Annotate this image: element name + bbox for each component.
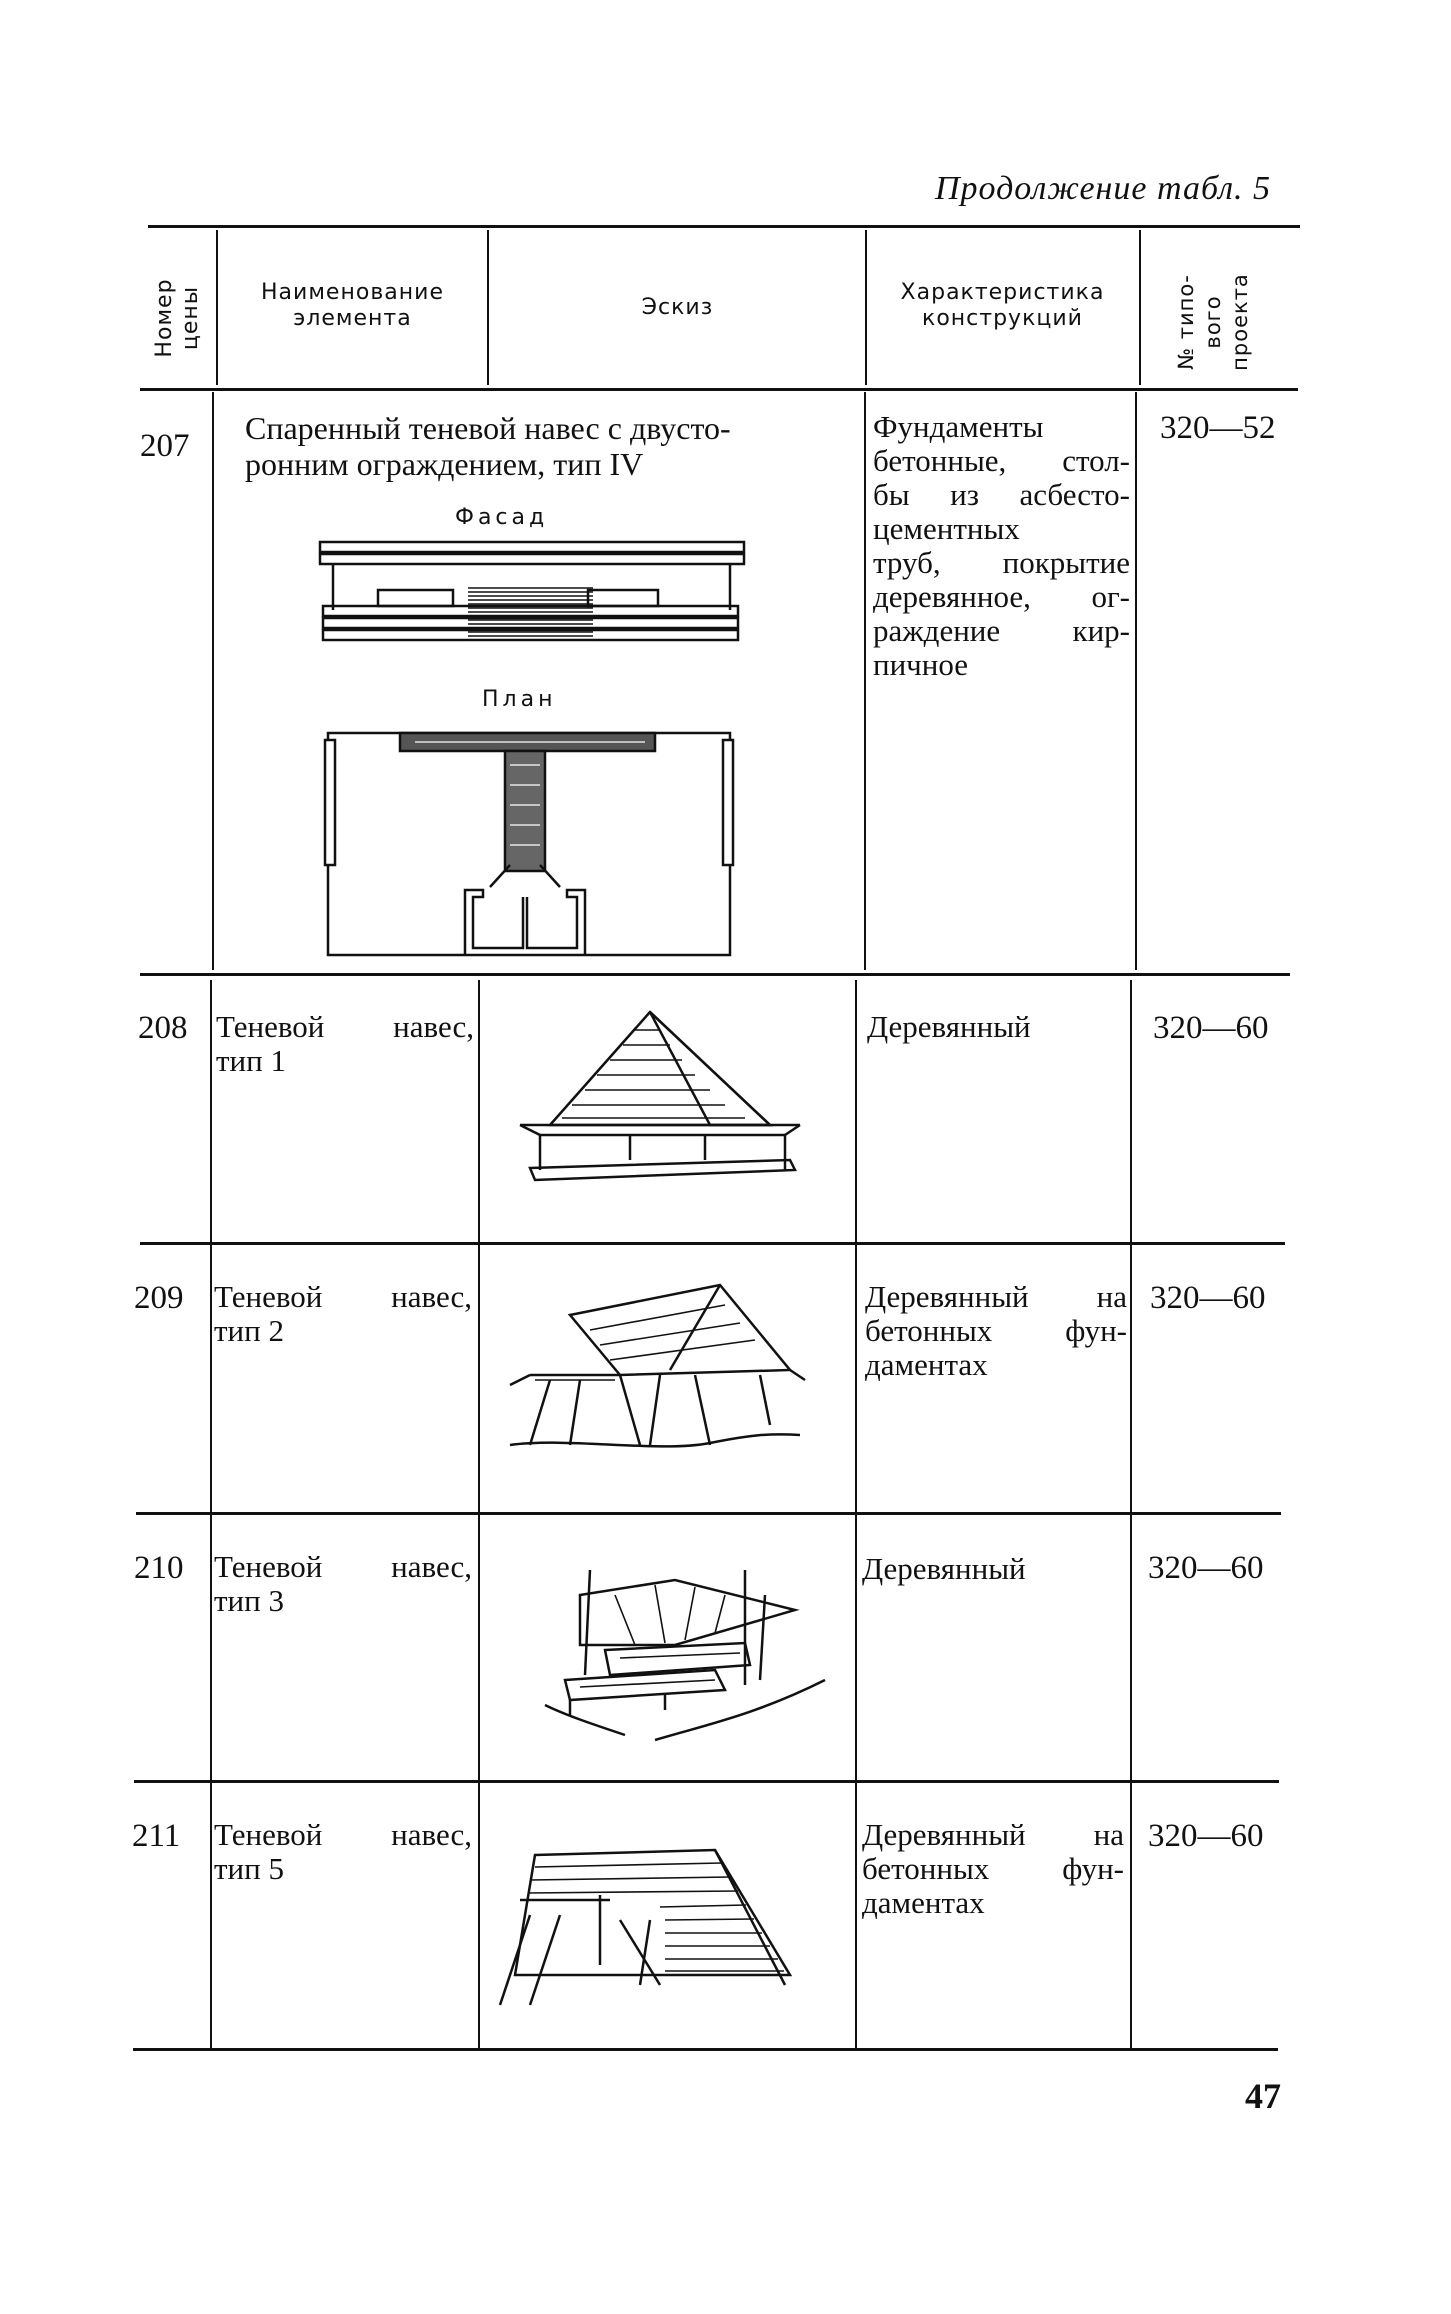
row-name: Теневой навес, тип 2 <box>214 1279 472 1348</box>
row-project: 320—60 <box>1148 1550 1264 1586</box>
header-project: № типо- вого проекта <box>1174 273 1252 371</box>
table-caption: Продолжение табл. 5 <box>935 170 1272 207</box>
canopy-type2-sketch <box>510 1285 810 1455</box>
row-name: Теневой навес, тип 1 <box>216 1009 474 1078</box>
row-characteristic: Деревянный на бетонных фун- даментах <box>862 1817 1124 1920</box>
plan-label: План <box>482 687 557 712</box>
row-name: Теневой навес, тип 3 <box>214 1549 472 1618</box>
header-bottom-rule <box>140 388 1298 391</box>
table-bottom-rule <box>133 2048 1278 2051</box>
row-divider-207 <box>140 973 1290 976</box>
row-divider-209 <box>136 1512 1281 1515</box>
row-characteristic: Деревянный <box>867 1009 1031 1044</box>
col-divider <box>864 392 866 970</box>
canopy-type1-sketch <box>510 1010 810 1185</box>
table-top-rule <box>148 225 1300 228</box>
row-project: 320—60 <box>1153 1010 1269 1046</box>
facade-label: Фасад <box>455 505 549 530</box>
row-name: Спаренный теневой навес с двусто- ронним ограждением, тип IV <box>245 410 731 482</box>
row-divider-208 <box>140 1242 1285 1245</box>
col-divider <box>1130 980 1132 2050</box>
canopy-type3-sketch <box>525 1555 835 1745</box>
row-name: Теневой навес, тип 5 <box>214 1817 472 1886</box>
row-characteristic: Деревянный на бетонных фун- даментах <box>865 1279 1127 1382</box>
row-project: 320—60 <box>1150 1280 1266 1316</box>
row-divider-210 <box>134 1780 1279 1783</box>
col-divider <box>216 230 218 385</box>
col-divider <box>478 980 480 2050</box>
row-project: 320—52 <box>1160 410 1276 446</box>
row-number: 211 <box>132 1818 181 1854</box>
plan-sketch <box>325 725 735 960</box>
row-number: 209 <box>134 1280 184 1316</box>
col-divider <box>1135 392 1137 970</box>
header-number: Номер цены <box>152 278 203 358</box>
col-divider <box>487 230 489 385</box>
col-divider <box>212 392 214 970</box>
header-sketch: Эскиз <box>641 295 714 320</box>
header-characteristic: Характеристика конструкций <box>900 280 1105 331</box>
row-characteristic: Фундаменты бетонные, стол- бы из асбесто- цементных труб, покрытие деревянное, ог- раждение кир- пичное <box>873 409 1130 682</box>
row-project: 320—60 <box>1148 1818 1264 1854</box>
canopy-type5-sketch <box>500 1845 800 2010</box>
col-divider <box>1139 230 1141 385</box>
row-characteristic: Деревянный <box>862 1551 1026 1586</box>
row-number: 210 <box>134 1550 184 1586</box>
col-divider <box>210 980 212 2050</box>
col-divider <box>865 230 867 385</box>
col-divider <box>855 980 857 2050</box>
row-number: 207 <box>140 428 190 464</box>
facade-sketch <box>318 540 748 650</box>
page-number: 47 <box>1245 2076 1281 2116</box>
header-name: Наименование элемента <box>261 280 444 331</box>
row-number: 208 <box>138 1010 188 1046</box>
